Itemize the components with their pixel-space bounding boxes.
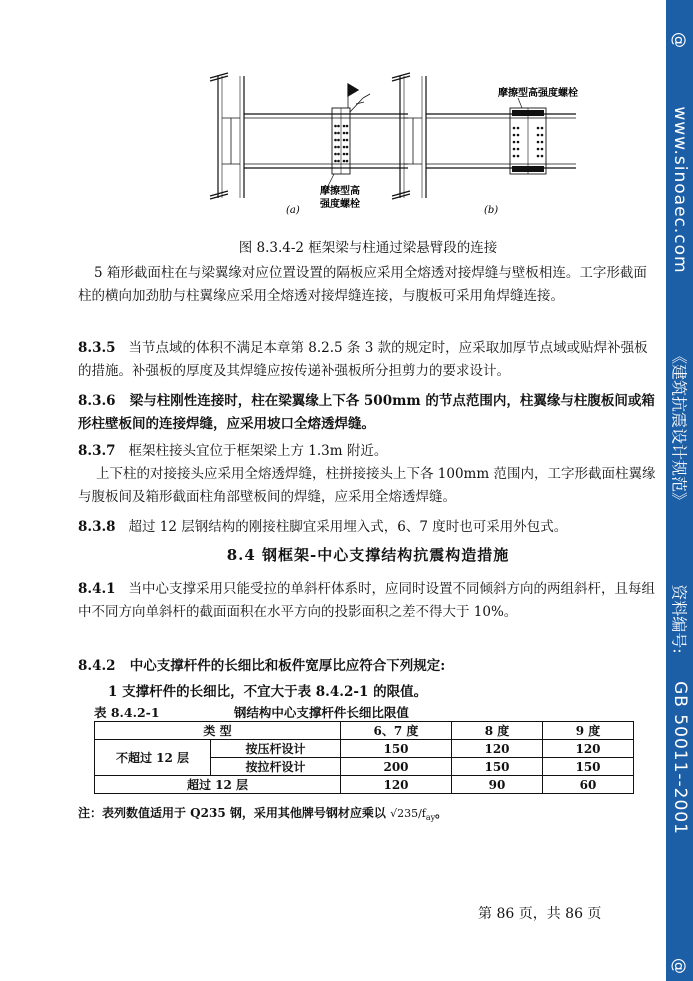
paragraph-item-5: 5 箱形截面柱在与梁翼缘对应位置设置的隔板应采用全熔透对接焊缝与壁板相连。工字形截面柱的横向加劲肋与柱翼缘应采用全熔透对接焊缝连接，与腹板可采用角焊缝连接。 bbox=[78, 265, 647, 304]
section-8-3-7-continued: 上下柱的对接接头应采用全熔透焊缝，柱拼接接头上下各 100mm 范围内，工字形截面柱翼缘与腹板间及箱形截面柱角部壁板间的焊缝，应采用全熔透焊缝。 bbox=[78, 466, 656, 505]
table-header: 类 型 bbox=[95, 722, 341, 740]
table-header: 8 度 bbox=[452, 722, 543, 740]
section-number: 8.3.6 bbox=[78, 393, 116, 409]
section-number: 8.4.1 bbox=[78, 581, 116, 597]
figure-caption: 图 8.3.4-2 框架梁与柱通过梁悬臂段的连接 bbox=[238, 240, 498, 256]
table-cell: 120 bbox=[543, 740, 634, 758]
website-text: www.sinoaec.com bbox=[669, 106, 690, 274]
section-text: 当中心支撑采用只能受拉的单斜杆体系时，应同时设置不同倾斜方向的两组斜杆，且每组中不同方向单斜杆的截面面积在水平方向的投影面积之差不得大于 10%。 bbox=[78, 581, 655, 620]
table-row bbox=[95, 776, 634, 794]
callout-a-line2: 强度螺栓 bbox=[320, 199, 360, 210]
table-cell: 120 bbox=[341, 776, 452, 794]
copyright-mark-top: @ bbox=[670, 32, 689, 48]
list-item-1: 1 支撑杆件的长细比，不宜大于表 8.4.2-1 的限值。 bbox=[108, 684, 428, 700]
slenderness-table bbox=[94, 721, 634, 794]
section-number: 8.3.8 bbox=[78, 519, 116, 535]
section-text: 梁与柱刚性连接时，柱在梁翼缘上下各 500mm 的节点范围内，柱翼缘与柱腹板间或箱形柱壁板间的连接焊缝，应采用坡口全熔透焊缝。 bbox=[78, 393, 655, 432]
section-heading-8-4: 8.4 钢框架-中心支撑结构抗震构造措施 bbox=[226, 546, 510, 564]
table-cell: 150 bbox=[452, 758, 543, 776]
table-number: 表 8.4.2-1 bbox=[94, 705, 160, 720]
table-header-row bbox=[95, 722, 634, 740]
sidebar bbox=[666, 0, 693, 981]
section-8-4-2 bbox=[78, 655, 658, 678]
table-cell: 150 bbox=[543, 758, 634, 776]
section-number: 8.3.7 bbox=[78, 443, 116, 459]
figure-a-label: (a) bbox=[286, 205, 300, 216]
table-cell: 60 bbox=[543, 776, 634, 794]
table-cell: 按压杆设计 bbox=[211, 740, 341, 758]
table-caption bbox=[94, 703, 534, 721]
note-end: 。 bbox=[435, 806, 448, 820]
doc-label-text: 资料编号: bbox=[669, 584, 688, 654]
callout-a-line1: 摩擦型高 bbox=[320, 186, 360, 197]
table-cell: 90 bbox=[452, 776, 543, 794]
table-cell: 120 bbox=[452, 740, 543, 758]
note-formula: $√235/f_{ay}$ bbox=[390, 807, 436, 823]
section-8-3-8 bbox=[78, 516, 658, 539]
section-number: 8.4.2 bbox=[78, 658, 116, 674]
table-header: 9 度 bbox=[543, 722, 634, 740]
section-text: 当节点域的体积不满足本章第 8.2.5 条 3 款的规定时，应采取加厚节点域或贴焊补强板的措施。补强板的厚度及其焊缝应按传递补强板所分担剪力的要求设计。 bbox=[78, 340, 648, 379]
table-header: 6、7 度 bbox=[341, 722, 452, 740]
section-8-4-1 bbox=[78, 578, 658, 623]
section-8-3-5 bbox=[78, 337, 658, 382]
connection-figure bbox=[198, 68, 578, 228]
table-cell: 不超过 12 层 bbox=[95, 740, 211, 776]
section-8-3-6 bbox=[78, 390, 658, 435]
table-title: 钢结构中心支撑杆件长细比限值 bbox=[233, 705, 409, 720]
callout-b: 摩擦型高强度螺栓 bbox=[498, 88, 578, 99]
section-text: 中心支撑杆件的长细比和板件宽厚比应符合下列规定: bbox=[129, 658, 446, 674]
section-text: 框架柱接头宜位于框架梁上方 1.3m 附近。 bbox=[128, 443, 388, 459]
table-cell: 150 bbox=[341, 740, 452, 758]
note-text: 注：表列数值适用于 Q235 钢，采用其他牌号钢材应乘以 bbox=[78, 806, 386, 820]
table-cell: 超过 12 层 bbox=[95, 776, 341, 794]
table-cell: 200 bbox=[341, 758, 452, 776]
figure-a-drawing bbox=[210, 73, 408, 199]
table-note bbox=[78, 804, 658, 822]
copyright-mark-bottom: @ bbox=[670, 958, 689, 974]
book-title-text: 《建筑抗震设计规范》 bbox=[669, 347, 688, 509]
doc-number-text: GB 50011--2001 bbox=[669, 681, 690, 835]
table-cell: 按拉杆设计 bbox=[211, 758, 341, 776]
section-number: 8.3.5 bbox=[78, 340, 116, 356]
page-footer: 第 86 页，共 86 页 bbox=[478, 906, 602, 922]
section-8-3-7 bbox=[78, 440, 658, 463]
figure-b-label: (b) bbox=[484, 205, 499, 216]
table-row bbox=[95, 740, 634, 758]
section-text: 超过 12 层钢结构的刚接柱脚宜采用埋入式，6、7 度时也可采用外包式。 bbox=[128, 519, 568, 535]
